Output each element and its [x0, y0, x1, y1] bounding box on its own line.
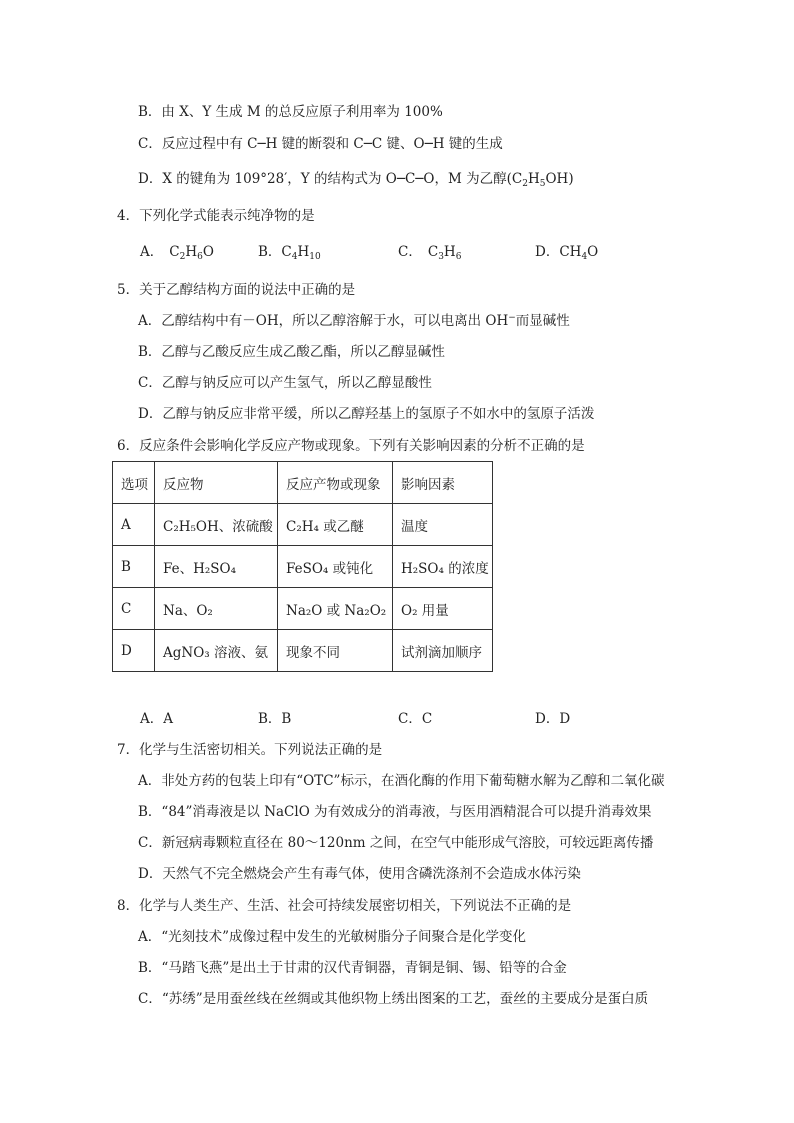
table-cell: A [113, 504, 155, 546]
table-cell: Fe、H₂SO₄ [155, 546, 278, 588]
q3-option-c: C．反应过程中有 C─H 键的断裂和 C─C 键、O─H 键的生成 [138, 136, 503, 152]
table-cell: C₂H₄ 或乙醚 [278, 504, 393, 546]
q5-option-a-text: A．乙醇结构中有－OH，所以乙醇溶解于水，可以电离出 OH [138, 313, 509, 329]
q6-option-c: C．C [398, 711, 433, 727]
q4-option-c-label: C． [398, 244, 422, 260]
table-cell: 现象不同 [278, 630, 393, 672]
q7-option-a: A．非处方药的包装上印有“OTC”标示，在酒化酶的作用下葡萄糖水解为乙醇和二氧化碳 [138, 773, 665, 789]
q3-option-d: D．X 的键角为 109°28′，Y 的结构式为 O─C─O，M 为乙醇$(C_2H_5OH)$ [138, 171, 574, 189]
table-cell: Na₂O 或 Na₂O₂ [278, 588, 393, 630]
q5-option-c: C．乙醇与钠反应可以产生氢气，所以乙醇显酸性 [138, 375, 432, 391]
q4-option-d-formula-tail: O [587, 244, 599, 260]
q6-option-a: A．A [140, 711, 173, 727]
table-cell: H₂SO₄ 的浓度 [393, 546, 493, 588]
q3-option-b: B．由 X、Y 生成 M 的总反应原子利用率为 100% [138, 104, 443, 120]
table-cell: O₂ 用量 [393, 588, 493, 630]
table-cell: Na、O₂ [155, 588, 278, 630]
q5-option-d: D．乙醇与钠反应非常平缓，所以乙醇羟基上的氢原子不如水中的氢原子活泼 [138, 406, 595, 422]
q7-option-c: C．新冠病毒颗粒直径在 80～120nm 之间，在空气中能形成气溶胶，可较远距离传播 [138, 835, 654, 851]
q8-option-a: A．“光刻技术”成像过程中发生的光敏树脂分子间聚合是化学变化 [138, 929, 527, 945]
q4-option-d-formula: CH [559, 244, 582, 260]
q8-stem: 8．化学与人类生产、生活、社会可持续发展密切相关，下列说法不正确的是 [117, 898, 572, 914]
table-cell: AgNO₃ 溶液、氨 [155, 630, 278, 672]
q8-option-c: C．“苏绣”是用蚕丝线在丝绸或其他织物上绣出图案的工艺，蚕丝的主要成分是蛋白质 [138, 991, 649, 1007]
table-header-row [113, 462, 493, 504]
q4-option-b-label: B． [258, 244, 282, 260]
q4-stem: 4．下列化学式能表示纯净物的是 [117, 208, 315, 224]
q6-table [112, 461, 493, 672]
table-cell: C [113, 588, 155, 630]
table-cell: C₂H₅OH、浓硫酸 [155, 504, 278, 546]
q5-option-b: B．乙醇与乙酸反应生成乙酸乙酯，所以乙醇显碱性 [138, 344, 445, 360]
q4-option-d: D．$CH_4O$ [535, 244, 599, 262]
q6-option-d: D．D [535, 711, 571, 727]
q6-option-b: B．B [258, 711, 292, 727]
table-row [113, 546, 493, 588]
table-header-cell: 影响因素 [393, 462, 493, 504]
q4-option-d-label: D． [535, 244, 560, 260]
q4-option-b: B．$C_4H_{10}$ [258, 244, 321, 262]
table-row [113, 504, 493, 546]
table-header-cell: 反应物 [155, 462, 278, 504]
q5-stem: 5．关于乙醇结构方面的说法中正确的是 [117, 282, 356, 298]
table-cell: FeSO₄ 或钝化 [278, 546, 393, 588]
q7-option-d: D．天然气不完全燃烧会产生有毒气体，使用含磷洗涤剂不会造成水体污染 [138, 866, 581, 882]
table-cell: B [113, 546, 155, 588]
table-header-cell: 反应产物或现象 [278, 462, 393, 504]
table-cell: D [113, 630, 155, 672]
table-cell: 试剂滴加顺序 [393, 630, 493, 672]
q4-option-a: A． $C_2H_6O$ [140, 244, 214, 262]
table-header-cell: 选项 [113, 462, 155, 504]
q5-option-a: A．乙醇结构中有－OH，所以乙醇溶解于水，可以电离出 OH−而显碱性 [138, 313, 570, 329]
q8-option-b: B．“马踏飞燕”是出土于甘肃的汉代青铜器，青铜是铜、锡、铅等的合金 [138, 960, 567, 976]
table-cell: 温度 [393, 504, 493, 546]
q3-option-d-text: D．X 的键角为 109°28′，Y 的结构式为 O─C─O，M 为乙醇( [138, 171, 512, 187]
q7-stem: 7．化学与生活密切相关。下列说法正确的是 [117, 742, 383, 758]
q6-stem: 6．反应条件会影响化学反应产物或现象。下列有关影响因素的分析不正确的是 [117, 438, 585, 454]
q7-option-b: B．“84”消毒液是以 NaClO 为有效成分的消毒液，与医用酒精混合可以提升消毒效果 [138, 804, 652, 820]
q3-option-d-tail: ) [568, 171, 574, 187]
q5-option-a-tail: 而显碱性 [515, 313, 570, 329]
q4-option-a-label: A． [140, 244, 164, 260]
q4-option-c: C． $C_3H_6$ [398, 244, 462, 262]
table-row [113, 588, 493, 630]
table-row [113, 630, 493, 672]
